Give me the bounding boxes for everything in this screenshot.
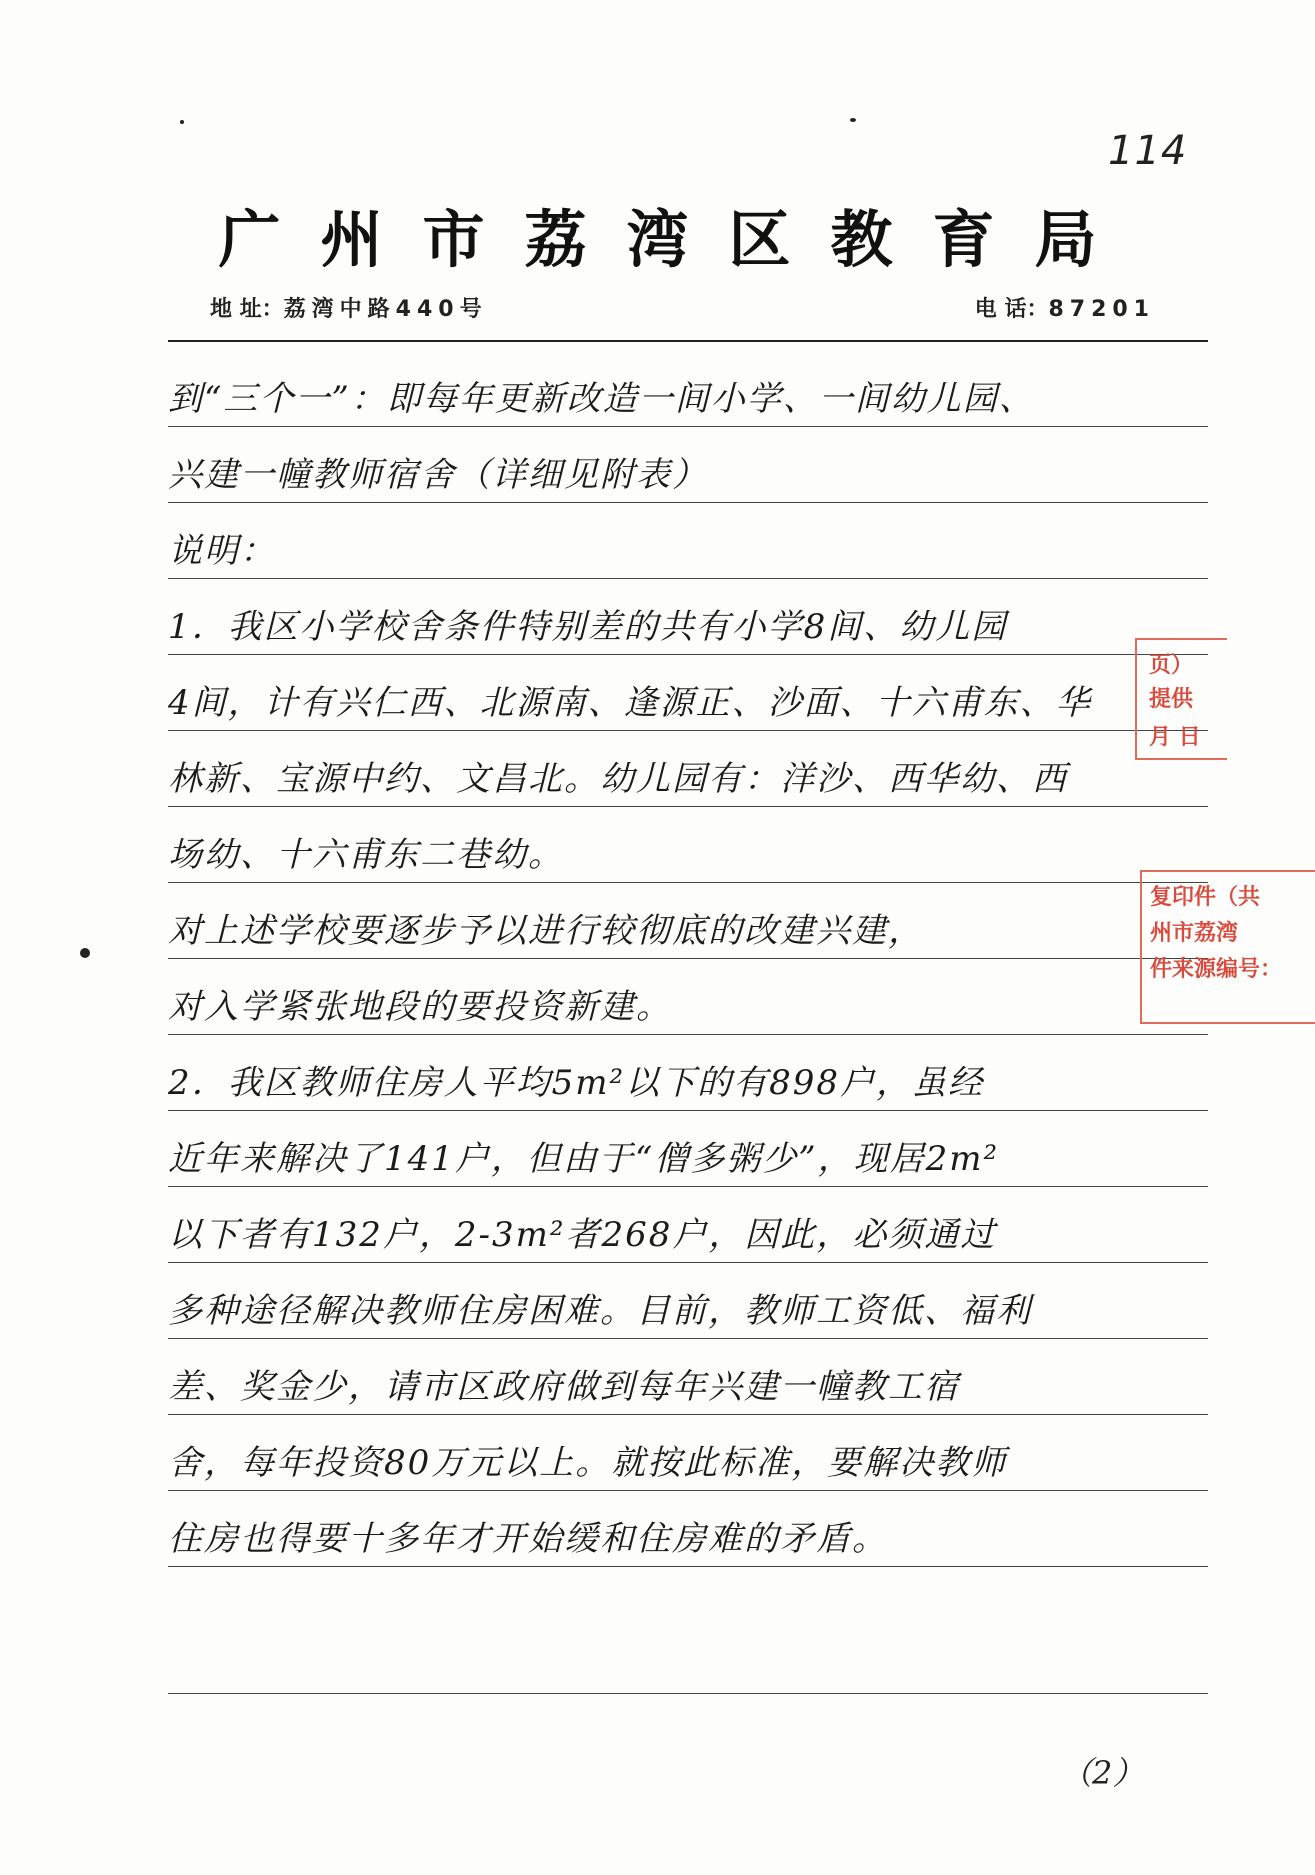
letterhead-divider: [168, 340, 1208, 342]
body-line: 2．我区教师住房人平均5m²以下的有898户，虽经: [168, 1034, 1208, 1111]
body-line: 舍，每年投资80万元以上。就按此标准，要解决教师: [168, 1414, 1208, 1491]
body-line: 林新、宝源中约、文昌北。幼儿园有：洋沙、西华幼、西: [168, 730, 1208, 807]
body-line: 说明：: [168, 502, 1208, 579]
scan-speck: [80, 948, 90, 958]
body-line: 4间，计有兴仁西、北源南、逢源正、沙面、十六甫东、华: [168, 654, 1208, 731]
body-line: 差、奖金少，请市区政府做到每年兴建一幢教工宿: [168, 1338, 1208, 1415]
letterhead-title: 广州市荔湾区教育局: [218, 203, 1137, 276]
archive-stamp-copy: 复印件（共 州市荔湾 件来源编号：: [1140, 870, 1315, 1024]
body-line: 多种途径解决教师住房困难。目前，教师工资低、福利: [168, 1262, 1208, 1339]
body-line: 1．我区小学校舍条件特别差的共有小学8间、幼儿园: [168, 578, 1208, 655]
body-line: 以下者有132户，2-3m²者268户，因此，必须通过: [168, 1186, 1208, 1263]
scan-speck: [850, 118, 856, 122]
scan-speck: [180, 120, 184, 124]
body-line: 场幼、十六甫东二巷幼。: [168, 806, 1208, 883]
body-line: 对上述学校要逐步予以进行较彻底的改建兴建，: [168, 882, 1208, 959]
body-line: 住房也得要十多年才开始缓和住房难的矛盾。: [168, 1490, 1208, 1567]
body-line: 到“三个一”：即每年更新改造一间小学、一间幼儿园、: [168, 350, 1208, 427]
phone-value: 87201: [1048, 297, 1155, 322]
body-line: 对入学紧张地段的要投资新建。: [168, 958, 1208, 1035]
address-label: 地 址：: [210, 297, 284, 322]
archive-stamp-provided: 页） 提供 月 日: [1135, 638, 1227, 760]
page-number: （2）: [1060, 1754, 1145, 1792]
phone-label: 电 话：: [974, 297, 1049, 322]
address: [210, 292, 488, 323]
body-line: 兴建一幢教师宿舍（详细见附表）: [168, 426, 1208, 503]
phone: [975, 292, 1155, 323]
archive-page-number: 114: [1108, 128, 1188, 174]
bottom-divider: [168, 1693, 1208, 1694]
body-line: 近年来解决了141户，但由于“僧多粥少”，现居2m²: [168, 1110, 1208, 1187]
address-value: 荔湾中路440号: [283, 297, 488, 322]
letterhead-contact-row: [210, 292, 1155, 323]
